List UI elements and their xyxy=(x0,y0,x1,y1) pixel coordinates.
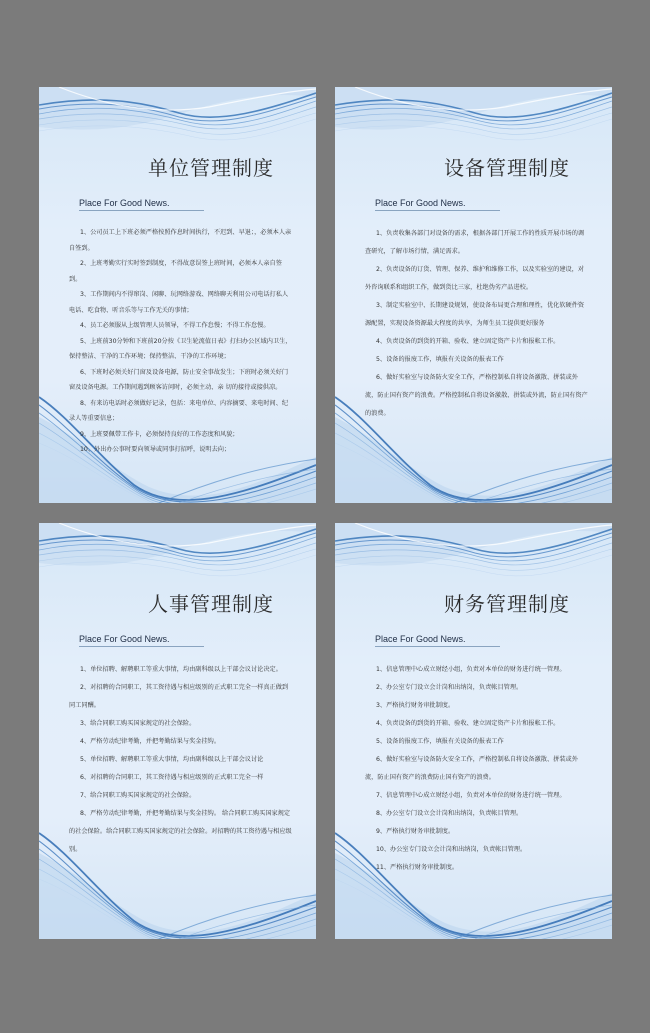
poster-finance-management xyxy=(335,523,612,939)
poster-tagline: Place For Good News. xyxy=(79,634,170,644)
poster-unit-management xyxy=(39,87,316,503)
rule-item: 3、严格执行财务审批制度。 xyxy=(376,702,455,709)
rule-item: 4、负责设备的到货的开箱、验收、建立固定资产卡片和报帐工作。 xyxy=(376,338,560,345)
rule-item: 1、负责收集各部门对设备的需求，根据各部门开展工作的性质开展市场的调查研究，了解市场行情，满足需求。 xyxy=(365,230,585,255)
poster-equipment-management xyxy=(335,87,612,503)
rule-item: 11、严格执行财务审批制度。 xyxy=(376,864,459,871)
rule-item: 8、有来访电话时必须做好记录，包括：来电单位、内容摘要、来电时间、纪录人等重要信息； xyxy=(69,399,289,422)
rule-item: 5、单位招聘、解聘职工等重大事情，均由副科级以上干部会议讨论 xyxy=(80,756,264,763)
rule-item: 4、员工必须服从上级管理人员领导，不得工作怠慢；不得工作怠慢。 xyxy=(80,322,270,329)
rules-list xyxy=(365,661,590,877)
tagline-underline xyxy=(375,210,500,211)
rule-item: 2、对招聘的合同职工，其工资待遇与相应级别的正式职工完全一样真正做到同工同酬。 xyxy=(69,684,289,709)
rule-item: 2、负责设备的订货、管理、保养、维护和维修工作，以及实验室的建设，对外咨询联系和组织工作，做到货比三家，杜绝伪劣产品进校。 xyxy=(365,266,585,291)
rule-item: 6、做好实验室与设备防火安全工作，严格控制私自将设备激散、拼装或外流，防止国有资产的浪费。严格控制私自将设备激散、拼装或外流，防止国有资产的浪费。 xyxy=(365,374,588,417)
rule-item: 2、上班考勤实行实时签到制度，不得故意误签上班时间，必须本人亲自签到。 xyxy=(69,260,282,283)
poster-title: 单位管理制度 xyxy=(148,156,274,180)
rule-item: 5、设备的报废工作，填报有关设备的报表工作 xyxy=(376,356,504,363)
rule-item: 3、给合同职工购买国家规定的社会保险。 xyxy=(80,720,196,727)
rule-item: 9、严格执行财务审批制度。 xyxy=(376,828,455,835)
rule-item: 7、信息管理中心成立财经小组，负责对本单位的财务进行统一管理。 xyxy=(376,792,566,799)
rule-item: 1、信息管理中心成立财经小组，负责对本单位的财务进行统一管理。 xyxy=(376,666,566,673)
poster-title: 人事管理制度 xyxy=(148,592,274,616)
poster-tagline: Place For Good News. xyxy=(375,634,466,644)
rule-item: 4、严格劳动纪律考勤，并把考勤结果与奖金挂钩。 xyxy=(80,738,221,745)
rule-item: 9、上班要佩带工作卡，必须保持良好的工作态度和风貌； xyxy=(80,430,239,438)
rule-item: 1、单位招聘、解聘职工等重大事情，均由副科级以上干部会议讨论决定。 xyxy=(80,666,282,673)
rule-item: 8、办公室专门设立会计岗和出纳岗，负责帐目管理。 xyxy=(376,810,523,817)
rules-list xyxy=(365,225,590,423)
poster-personnel-management xyxy=(39,523,316,939)
poster-title: 财务管理制度 xyxy=(444,592,570,616)
rule-item: 10、外出办公事时要向领导或同事打招呼，说明去向； xyxy=(80,446,231,453)
tagline-underline xyxy=(375,646,500,647)
rule-item: 5、设备的报废工作，填报有关设备的报表工作 xyxy=(376,738,504,745)
rule-item: 3、工作期间内不得窜岗、闲聊、玩网络游戏、网络聊天利用公司电话打私人电话、吃食物、听音乐等与工作无关的事情； xyxy=(69,291,289,314)
rules-list xyxy=(69,225,294,458)
rules-list xyxy=(69,661,294,859)
rule-item: 7、给合同职工购买国家规定的社会保险。 xyxy=(80,792,196,799)
poster-tagline: Place For Good News. xyxy=(79,198,170,208)
rule-item: 10、办公室专门设立会计岗和出纳岗，负责帐目管理。 xyxy=(376,846,527,853)
rule-item: 6、做好实验室与设备防火安全工作，严格控制私自将设备激散、拼装或外流，防止国有资产的浪费防止国有资产的浪费。 xyxy=(365,756,578,781)
rule-item: 8、严格劳动纪律考勤，并把考勤结果与奖金挂钩。 给合同职工购买国家规定的社会保险。给合同职工购买国家规定的社会保险。对招聘的其工资待遇与相应级别。 xyxy=(69,810,292,853)
rule-item: 5、上班前30分钟和下班前20分按《卫生轮流值日表》打扫办公区域内卫生，保持整洁、干净的工作环境；保持整洁、干净的工作环境； xyxy=(69,337,292,360)
rule-item: 2、办公室专门设立会计岗和出纳岗，负责帐目管理。 xyxy=(376,684,523,691)
rule-item: 1、公司员工上下班必须严格按照作息时间执行，不迟到、早退；，必须本人亲自签到。 xyxy=(69,229,292,252)
rule-item: 6、下班时必须关好门窗及设备电源，防止安全事故发生；下班时必须关好门窗及设备电源。工作期间遇到顾客访问时，必须主动、亲 切的接待或接供凉。 xyxy=(69,368,289,391)
poster-title: 设备管理制度 xyxy=(444,156,570,180)
tagline-underline xyxy=(79,210,204,211)
rule-item: 4、负责设备的到货的开箱、验收、建立固定资产卡片和报帐工作。 xyxy=(376,720,560,727)
rule-item: 3、制定实验室中、长期建设规划，使设备布局更合理和理性，优化软硬件资源配置，实现设备资源最大程度的共享，为师生员工提供更好服务 xyxy=(365,302,585,327)
tagline-underline xyxy=(79,646,204,647)
rule-item: 6、对招聘的合同职工，其工资待遇与相应级别的正式职工完全一样 xyxy=(80,774,264,781)
poster-tagline: Place For Good News. xyxy=(375,198,466,208)
